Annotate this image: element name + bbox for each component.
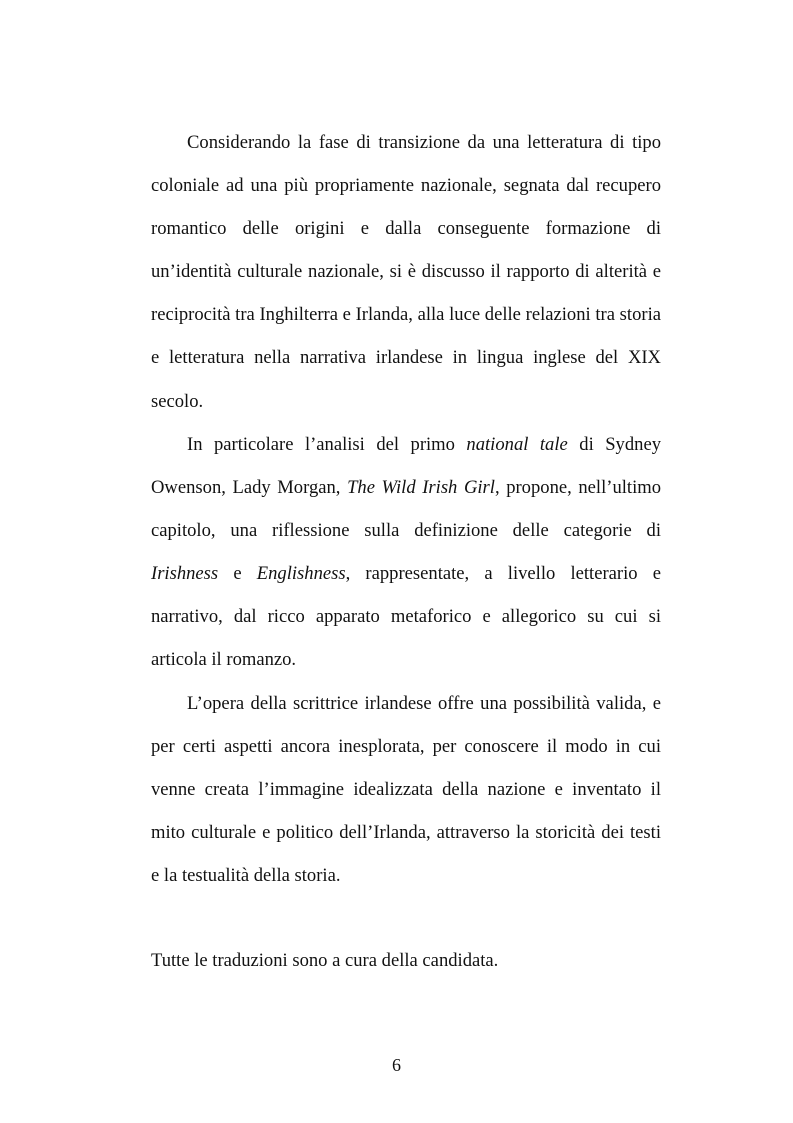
italic-national-tale: national tale bbox=[466, 434, 568, 455]
paragraph-2-text-4: e bbox=[218, 563, 257, 585]
paragraph-2-text-2: di Sydney Owenson, Lady Morgan, bbox=[151, 434, 661, 499]
italic-englishness: Englishness bbox=[256, 563, 346, 585]
paragraph-2-text-5: , rappresentate, a livello letterario e narrativo, dal ricco apparato metaforico e allegorico su cui si articola il romanzo. bbox=[151, 563, 661, 671]
italic-irishness: Irishness bbox=[151, 563, 219, 585]
paragraph-2-text-3: , propone, nell’ultimo capitolo, una riflessione sulla definizione delle categorie di bbox=[151, 477, 661, 542]
paragraph-1: Considerando la fase di transizione da una letteratura di tipo coloniale ad una più propriamente nazionale, segnata dal recupero romantico delle origini e dalla conseguente formazione di un’identità culturale nazionale, si è discusso il rapporto di alterità e reciprocità tra Inghilterra e Irlanda, alla luce delle relazioni tra storia e letteratura nella narrativa irlandese in lingua inglese del XIX secolo. bbox=[151, 132, 661, 412]
paragraph-2-text-1: In particolare l’analisi del primo bbox=[187, 434, 467, 455]
page-number: 6 bbox=[392, 1055, 401, 1075]
italic-book-title: The Wild Irish Girl bbox=[347, 477, 495, 499]
paragraph-2 bbox=[151, 423, 661, 682]
translation-note: Tutte le traduzioni sono a cura della candidata. bbox=[151, 950, 499, 971]
paragraph-3: L’opera della scrittrice irlandese offre una possibilità valida, e per certi aspetti ancora inesplorata, per conoscere il modo in cui venne creata l’immagine idealizzata della nazione e inventato il mito culturale e politico dell’Irlanda, attraverso la storicità dei testi e la testualità della storia. bbox=[151, 693, 661, 887]
